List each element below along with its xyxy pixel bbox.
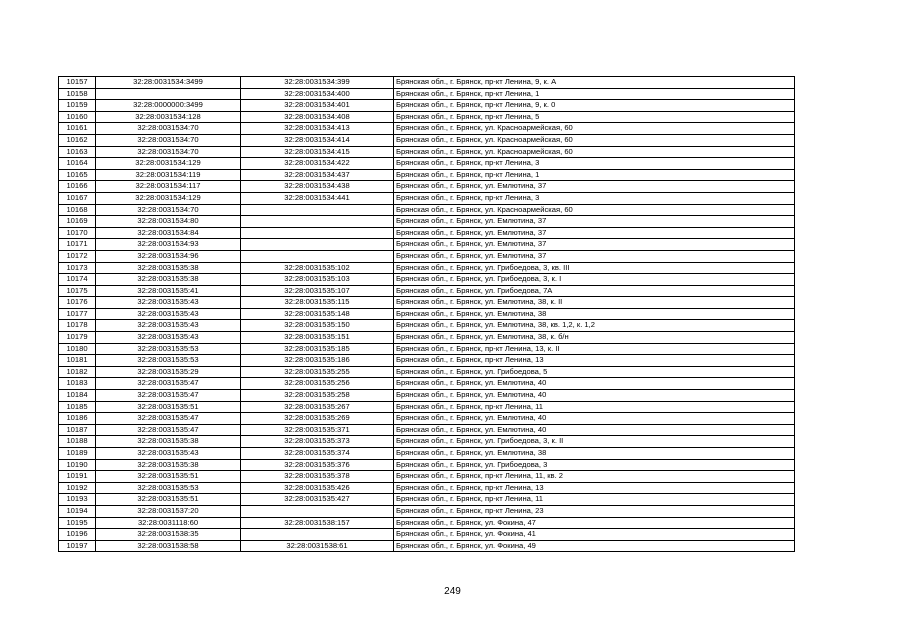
row-number-cell: 10186 xyxy=(59,413,96,425)
land-cadastral-number-cell: 32:28:0031535:38 xyxy=(96,459,241,471)
land-cadastral-number-cell: 32:28:0031535:43 xyxy=(96,308,241,320)
table-row xyxy=(59,216,795,228)
address-cell: Брянская обл., г. Брянск, ул. Грибоедова, 3 xyxy=(394,459,795,471)
table-row xyxy=(59,505,795,517)
row-number-cell: 10182 xyxy=(59,366,96,378)
address-cell: Брянская обл., г. Брянск, пр-кт Ленина, 9, к. А xyxy=(394,77,795,89)
table-row xyxy=(59,413,795,425)
land-cadastral-number-cell: 32:28:0031538:35 xyxy=(96,529,241,541)
land-cadastral-number-cell: 32:28:0031534:119 xyxy=(96,169,241,181)
table-row xyxy=(59,494,795,506)
land-cadastral-number-cell: 32:28:0031537:20 xyxy=(96,505,241,517)
building-cadastral-number-cell xyxy=(241,204,394,216)
table-row xyxy=(59,227,795,239)
table-row xyxy=(59,355,795,367)
building-cadastral-number-cell: 32:28:0031534:399 xyxy=(241,77,394,89)
row-number-cell: 10157 xyxy=(59,77,96,89)
row-number-cell: 10165 xyxy=(59,169,96,181)
land-cadastral-number-cell: 32:28:0031535:43 xyxy=(96,320,241,332)
building-cadastral-number-cell: 32:28:0031535:148 xyxy=(241,308,394,320)
land-cadastral-number-cell: 32:28:0031535:43 xyxy=(96,448,241,460)
address-cell: Брянская обл., г. Брянск, пр-кт Ленина, 11, кв. 2 xyxy=(394,471,795,483)
table-row xyxy=(59,274,795,286)
address-cell: Брянская обл., г. Брянск, ул. Емлютина, 37 xyxy=(394,239,795,251)
address-cell: Брянская обл., г. Брянск, пр-кт Ленина, 1 xyxy=(394,88,795,100)
building-cadastral-number-cell: 32:28:0031535:255 xyxy=(241,366,394,378)
building-cadastral-number-cell xyxy=(241,227,394,239)
row-number-cell: 10196 xyxy=(59,529,96,541)
address-cell: Брянская обл., г. Брянск, ул. Емлютина, 37 xyxy=(394,216,795,228)
land-cadastral-number-cell: 32:28:0031534:70 xyxy=(96,204,241,216)
table-row xyxy=(59,250,795,262)
land-cadastral-number-cell: 32:28:0031534:84 xyxy=(96,227,241,239)
land-cadastral-number-cell: 32:28:0031534:70 xyxy=(96,123,241,135)
row-number-cell: 10181 xyxy=(59,355,96,367)
table-row xyxy=(59,343,795,355)
land-cadastral-number-cell: 32:28:0031534:96 xyxy=(96,250,241,262)
land-cadastral-number-cell: 32:28:0031534:3499 xyxy=(96,77,241,89)
row-number-cell: 10183 xyxy=(59,378,96,390)
table-row xyxy=(59,285,795,297)
address-cell: Брянская обл., г. Брянск, ул. Фокина, 47 xyxy=(394,517,795,529)
row-number-cell: 10193 xyxy=(59,494,96,506)
address-cell: Брянская обл., г. Брянск, ул. Грибоедова, 5 xyxy=(394,366,795,378)
row-number-cell: 10169 xyxy=(59,216,96,228)
table-row xyxy=(59,471,795,483)
address-cell: Брянская обл., г. Брянск, ул. Красноармейская, 60 xyxy=(394,123,795,135)
table-row xyxy=(59,424,795,436)
address-cell: Брянская обл., г. Брянск, пр-кт Ленина, 3 xyxy=(394,192,795,204)
table-row xyxy=(59,169,795,181)
row-number-cell: 10168 xyxy=(59,204,96,216)
building-cadastral-number-cell: 32:28:0031534:437 xyxy=(241,169,394,181)
row-number-cell: 10174 xyxy=(59,274,96,286)
row-number-cell: 10159 xyxy=(59,100,96,112)
table-row xyxy=(59,100,795,112)
table-row xyxy=(59,332,795,344)
row-number-cell: 10171 xyxy=(59,239,96,251)
address-cell: Брянская обл., г. Брянск, ул. Емлютина, 40 xyxy=(394,413,795,425)
cadastral-table xyxy=(58,76,795,552)
building-cadastral-number-cell: 32:28:0031535:150 xyxy=(241,320,394,332)
row-number-cell: 10172 xyxy=(59,250,96,262)
address-cell: Брянская обл., г. Брянск, ул. Грибоедова, 3, кв. III xyxy=(394,262,795,274)
building-cadastral-number-cell: 32:28:0031535:373 xyxy=(241,436,394,448)
land-cadastral-number-cell: 32:28:0031535:47 xyxy=(96,424,241,436)
land-cadastral-number-cell: 32:28:0031535:38 xyxy=(96,274,241,286)
building-cadastral-number-cell: 32:28:0031534:413 xyxy=(241,123,394,135)
land-cadastral-number-cell: 32:28:0031535:47 xyxy=(96,378,241,390)
land-cadastral-number-cell: 32:28:0031535:53 xyxy=(96,343,241,355)
land-cadastral-number-cell: 32:28:0031535:29 xyxy=(96,366,241,378)
address-cell: Брянская обл., г. Брянск, ул. Емлютина, 38, к. б/н xyxy=(394,332,795,344)
address-cell: Брянская обл., г. Брянск, ул. Грибоедова, 7А xyxy=(394,285,795,297)
land-cadastral-number-cell: 32:28:0000000:3499 xyxy=(96,100,241,112)
building-cadastral-number-cell xyxy=(241,216,394,228)
table-row xyxy=(59,123,795,135)
address-cell: Брянская обл., г. Брянск, ул. Емлютина, 40 xyxy=(394,378,795,390)
address-cell: Брянская обл., г. Брянск, пр-кт Ленина, 9, к. 0 xyxy=(394,100,795,112)
row-number-cell: 10164 xyxy=(59,158,96,170)
table-row xyxy=(59,204,795,216)
land-cadastral-number-cell: 32:28:0031535:41 xyxy=(96,285,241,297)
address-cell: Брянская обл., г. Брянск, ул. Фокина, 41 xyxy=(394,529,795,541)
address-cell: Брянская обл., г. Брянск, ул. Емлютина, 40 xyxy=(394,424,795,436)
address-cell: Брянская обл., г. Брянск, пр-кт Ленина, 3 xyxy=(394,158,795,170)
table-row xyxy=(59,540,795,552)
table-row xyxy=(59,181,795,193)
row-number-cell: 10173 xyxy=(59,262,96,274)
address-cell: Брянская обл., г. Брянск, пр-кт Ленина, 11 xyxy=(394,494,795,506)
address-cell: Брянская обл., г. Брянск, ул. Емлютина, 38, к. II xyxy=(394,297,795,309)
row-number-cell: 10175 xyxy=(59,285,96,297)
table-row xyxy=(59,390,795,402)
building-cadastral-number-cell: 32:28:0031535:371 xyxy=(241,424,394,436)
row-number-cell: 10185 xyxy=(59,401,96,413)
row-number-cell: 10192 xyxy=(59,482,96,494)
row-number-cell: 10163 xyxy=(59,146,96,158)
building-cadastral-number-cell: 32:28:0031534:414 xyxy=(241,134,394,146)
building-cadastral-number-cell: 32:28:0031534:408 xyxy=(241,111,394,123)
table-row xyxy=(59,308,795,320)
address-cell: Брянская обл., г. Брянск, пр-кт Ленина, 13 xyxy=(394,355,795,367)
land-cadastral-number-cell: 32:28:0031534:117 xyxy=(96,181,241,193)
row-number-cell: 10190 xyxy=(59,459,96,471)
land-cadastral-number-cell: 32:28:0031535:51 xyxy=(96,471,241,483)
address-cell: Брянская обл., г. Брянск, ул. Емлютина, 40 xyxy=(394,390,795,402)
land-cadastral-number-cell: 32:28:0031535:38 xyxy=(96,262,241,274)
address-cell: Брянская обл., г. Брянск, ул. Грибоедова, 3, к. I xyxy=(394,274,795,286)
row-number-cell: 10189 xyxy=(59,448,96,460)
building-cadastral-number-cell: 32:28:0031534:415 xyxy=(241,146,394,158)
row-number-cell: 10191 xyxy=(59,471,96,483)
building-cadastral-number-cell xyxy=(241,239,394,251)
building-cadastral-number-cell: 32:28:0031538:61 xyxy=(241,540,394,552)
land-cadastral-number-cell: 32:28:0031534:70 xyxy=(96,146,241,158)
address-cell: Брянская обл., г. Брянск, пр-кт Ленина, 13 xyxy=(394,482,795,494)
table-row xyxy=(59,482,795,494)
table-row xyxy=(59,88,795,100)
row-number-cell: 10194 xyxy=(59,505,96,517)
land-cadastral-number-cell: 32:28:0031535:51 xyxy=(96,401,241,413)
building-cadastral-number-cell: 32:28:0031535:102 xyxy=(241,262,394,274)
land-cadastral-number-cell: 32:28:0031535:38 xyxy=(96,436,241,448)
row-number-cell: 10170 xyxy=(59,227,96,239)
building-cadastral-number-cell: 32:28:0031535:103 xyxy=(241,274,394,286)
table-row xyxy=(59,239,795,251)
land-cadastral-number-cell: 32:28:0031535:43 xyxy=(96,332,241,344)
building-cadastral-number-cell xyxy=(241,529,394,541)
page-number: 249 xyxy=(444,586,461,597)
land-cadastral-number-cell: 32:28:0031118:60 xyxy=(96,517,241,529)
row-number-cell: 10184 xyxy=(59,390,96,402)
address-cell: Брянская обл., г. Брянск, пр-кт Ленина, 11 xyxy=(394,401,795,413)
land-cadastral-number-cell: 32:28:0031535:47 xyxy=(96,390,241,402)
building-cadastral-number-cell: 32:28:0031538:157 xyxy=(241,517,394,529)
table-row xyxy=(59,320,795,332)
address-cell: Брянская обл., г. Брянск, ул. Красноармейская, 60 xyxy=(394,146,795,158)
address-cell: Брянская обл., г. Брянск, пр-кт Ленина, 13, к. II xyxy=(394,343,795,355)
table-row xyxy=(59,529,795,541)
address-cell: Брянская обл., г. Брянск, ул. Емлютина, 38, кв. 1,2, к. 1,2 xyxy=(394,320,795,332)
address-cell: Брянская обл., г. Брянск, ул. Грибоедова, 3, к. II xyxy=(394,436,795,448)
building-cadastral-number-cell: 32:28:0031535:376 xyxy=(241,459,394,471)
land-cadastral-number-cell: 32:28:0031535:47 xyxy=(96,413,241,425)
address-cell: Брянская обл., г. Брянск, ул. Емлютина, 38 xyxy=(394,308,795,320)
land-cadastral-number-cell: 32:28:0031534:128 xyxy=(96,111,241,123)
building-cadastral-number-cell: 32:28:0031535:269 xyxy=(241,413,394,425)
building-cadastral-number-cell: 32:28:0031535:185 xyxy=(241,343,394,355)
address-cell: Брянская обл., г. Брянск, ул. Красноармейская, 60 xyxy=(394,134,795,146)
row-number-cell: 10166 xyxy=(59,181,96,193)
address-cell: Брянская обл., г. Брянск, пр-кт Ленина, 23 xyxy=(394,505,795,517)
building-cadastral-number-cell: 32:28:0031535:378 xyxy=(241,471,394,483)
building-cadastral-number-cell: 32:28:0031535:107 xyxy=(241,285,394,297)
land-cadastral-number-cell: 32:28:0031534:80 xyxy=(96,216,241,228)
row-number-cell: 10158 xyxy=(59,88,96,100)
table-row xyxy=(59,401,795,413)
table-row xyxy=(59,366,795,378)
row-number-cell: 10162 xyxy=(59,134,96,146)
land-cadastral-number-cell: 32:28:0031534:70 xyxy=(96,134,241,146)
building-cadastral-number-cell: 32:28:0031535:115 xyxy=(241,297,394,309)
address-cell: Брянская обл., г. Брянск, ул. Емлютина, 37 xyxy=(394,227,795,239)
row-number-cell: 10195 xyxy=(59,517,96,529)
row-number-cell: 10161 xyxy=(59,123,96,135)
land-cadastral-number-cell: 32:28:0031534:93 xyxy=(96,239,241,251)
building-cadastral-number-cell: 32:28:0031534:441 xyxy=(241,192,394,204)
table-row xyxy=(59,111,795,123)
address-cell: Брянская обл., г. Брянск, пр-кт Ленина, 5 xyxy=(394,111,795,123)
land-cadastral-number-cell xyxy=(96,88,241,100)
building-cadastral-number-cell: 32:28:0031534:422 xyxy=(241,158,394,170)
table-body xyxy=(59,77,795,552)
table-row xyxy=(59,297,795,309)
building-cadastral-number-cell: 32:28:0031535:267 xyxy=(241,401,394,413)
land-cadastral-number-cell: 32:28:0031534:129 xyxy=(96,158,241,170)
address-cell: Брянская обл., г. Брянск, ул. Фокина, 49 xyxy=(394,540,795,552)
table-row xyxy=(59,192,795,204)
building-cadastral-number-cell: 32:28:0031534:438 xyxy=(241,181,394,193)
table-row xyxy=(59,517,795,529)
row-number-cell: 10160 xyxy=(59,111,96,123)
table-row xyxy=(59,459,795,471)
table-row xyxy=(59,448,795,460)
building-cadastral-number-cell xyxy=(241,505,394,517)
address-cell: Брянская обл., г. Брянск, пр-кт Ленина, 1 xyxy=(394,169,795,181)
land-cadastral-number-cell: 32:28:0031535:51 xyxy=(96,494,241,506)
row-number-cell: 10197 xyxy=(59,540,96,552)
table-row xyxy=(59,146,795,158)
building-cadastral-number-cell: 32:28:0031535:374 xyxy=(241,448,394,460)
building-cadastral-number-cell: 32:28:0031534:401 xyxy=(241,100,394,112)
building-cadastral-number-cell: 32:28:0031535:258 xyxy=(241,390,394,402)
land-cadastral-number-cell: 32:28:0031535:53 xyxy=(96,355,241,367)
address-cell: Брянская обл., г. Брянск, ул. Красноармейская, 60 xyxy=(394,204,795,216)
building-cadastral-number-cell: 32:28:0031534:400 xyxy=(241,88,394,100)
land-cadastral-number-cell: 32:28:0031535:53 xyxy=(96,482,241,494)
row-number-cell: 10177 xyxy=(59,308,96,320)
row-number-cell: 10188 xyxy=(59,436,96,448)
building-cadastral-number-cell: 32:28:0031535:256 xyxy=(241,378,394,390)
table-row xyxy=(59,436,795,448)
row-number-cell: 10176 xyxy=(59,297,96,309)
land-cadastral-number-cell: 32:28:0031538:58 xyxy=(96,540,241,552)
table-row xyxy=(59,77,795,89)
address-cell: Брянская обл., г. Брянск, ул. Емлютина, 38 xyxy=(394,448,795,460)
table-row xyxy=(59,158,795,170)
table-row xyxy=(59,134,795,146)
row-number-cell: 10167 xyxy=(59,192,96,204)
address-cell: Брянская обл., г. Брянск, ул. Емлютина, 37 xyxy=(394,181,795,193)
land-cadastral-number-cell: 32:28:0031535:43 xyxy=(96,297,241,309)
address-cell: Брянская обл., г. Брянск, ул. Емлютина, 37 xyxy=(394,250,795,262)
row-number-cell: 10180 xyxy=(59,343,96,355)
table-row xyxy=(59,378,795,390)
row-number-cell: 10179 xyxy=(59,332,96,344)
building-cadastral-number-cell: 32:28:0031535:426 xyxy=(241,482,394,494)
building-cadastral-number-cell: 32:28:0031535:151 xyxy=(241,332,394,344)
building-cadastral-number-cell xyxy=(241,250,394,262)
building-cadastral-number-cell: 32:28:0031535:186 xyxy=(241,355,394,367)
land-cadastral-number-cell: 32:28:0031534:129 xyxy=(96,192,241,204)
building-cadastral-number-cell: 32:28:0031535:427 xyxy=(241,494,394,506)
row-number-cell: 10178 xyxy=(59,320,96,332)
table-row xyxy=(59,262,795,274)
row-number-cell: 10187 xyxy=(59,424,96,436)
